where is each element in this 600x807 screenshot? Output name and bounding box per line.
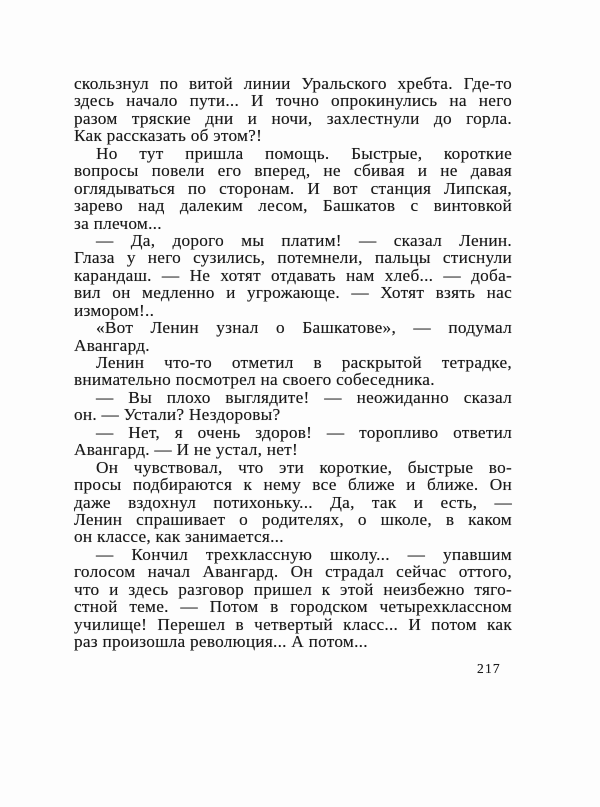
text-line: даже вздохнул потихоньку... Да, так и есть, — [74, 492, 512, 512]
text-line: Глаза у него сузились, потемнели, пальцы стиснули [74, 248, 512, 268]
text-line: он классе, как занимается... [74, 527, 284, 547]
text-line: внимательно посмотрел на своего собеседника. [74, 370, 435, 390]
text-line: Авангард. — И не устал, нет! [74, 440, 298, 460]
text-line: скользнул по витой линии Уральского хребта. Где-то [74, 74, 512, 93]
text-line: «Вот Ленин узнал о Башкатове», — подумал [96, 318, 512, 338]
text-line: Как рассказать об этом?! [74, 126, 263, 146]
text-line: разом тряские дни и ночи, захлестнули до горла. [74, 108, 512, 128]
text-line: раз произошла революция... А потом... [74, 632, 368, 651]
text-line: за плечом... [74, 213, 162, 233]
text-block [74, 75, 512, 650]
text-line: училище! Перешел в четвертый класс... И потом как [74, 614, 512, 634]
text-line: оглядываться по сторонам. И вот станция Липская, [74, 178, 512, 198]
text-line: — Нет, я очень здоров! — торопливо ответил [96, 422, 512, 442]
text-line: Но тут пришла помощь. Быстрые, короткие [96, 143, 512, 163]
text-line: измором!.. [74, 300, 155, 320]
text-line: что и здесь разговор пришел к этой неизбежно тяго- [74, 579, 512, 599]
text-line: просы подбираются к нему все ближе и ближе. Он [74, 475, 512, 495]
text-line: вопросы повели его вперед, не сбивая и не давая [74, 161, 512, 181]
text-line: — Да, дорого мы платим! — сказал Ленин. [96, 230, 512, 250]
text-line: — Кончил трехклассную школу... — упавшим [96, 544, 512, 564]
text-line: голосом начал Авангард. Он страдал сейчас оттого, [74, 562, 512, 582]
text-line: зарево над далеким лесом, Башкатов с винтовкой [74, 196, 512, 216]
text-line: стной теме. — Потом в городском четырехклассном [74, 597, 512, 617]
text-line: Ленин что-то отметил в раскрытой тетрадке, [96, 353, 512, 372]
text-line: Ленин спрашивает о родителях, о школе, в каком [74, 509, 512, 529]
text-line: Он чувствовал, что эти короткие, быстрые во- [96, 457, 512, 477]
text-line: Авангард. [74, 335, 150, 355]
text-line: карандаш. — Не хотят отдавать нам хлеб... — доба- [74, 265, 512, 285]
text-line: он. — Устали? Нездоровы? [74, 405, 281, 425]
page-number: 217 [477, 661, 501, 676]
text-line: — Вы плохо выглядите! — неожиданно сказал [96, 387, 512, 407]
text-line: вил он медленно и угрожающе. — Хотят взять нас [74, 283, 512, 303]
text-line: здесь начало пути... И точно опрокинулись на него [74, 91, 512, 111]
